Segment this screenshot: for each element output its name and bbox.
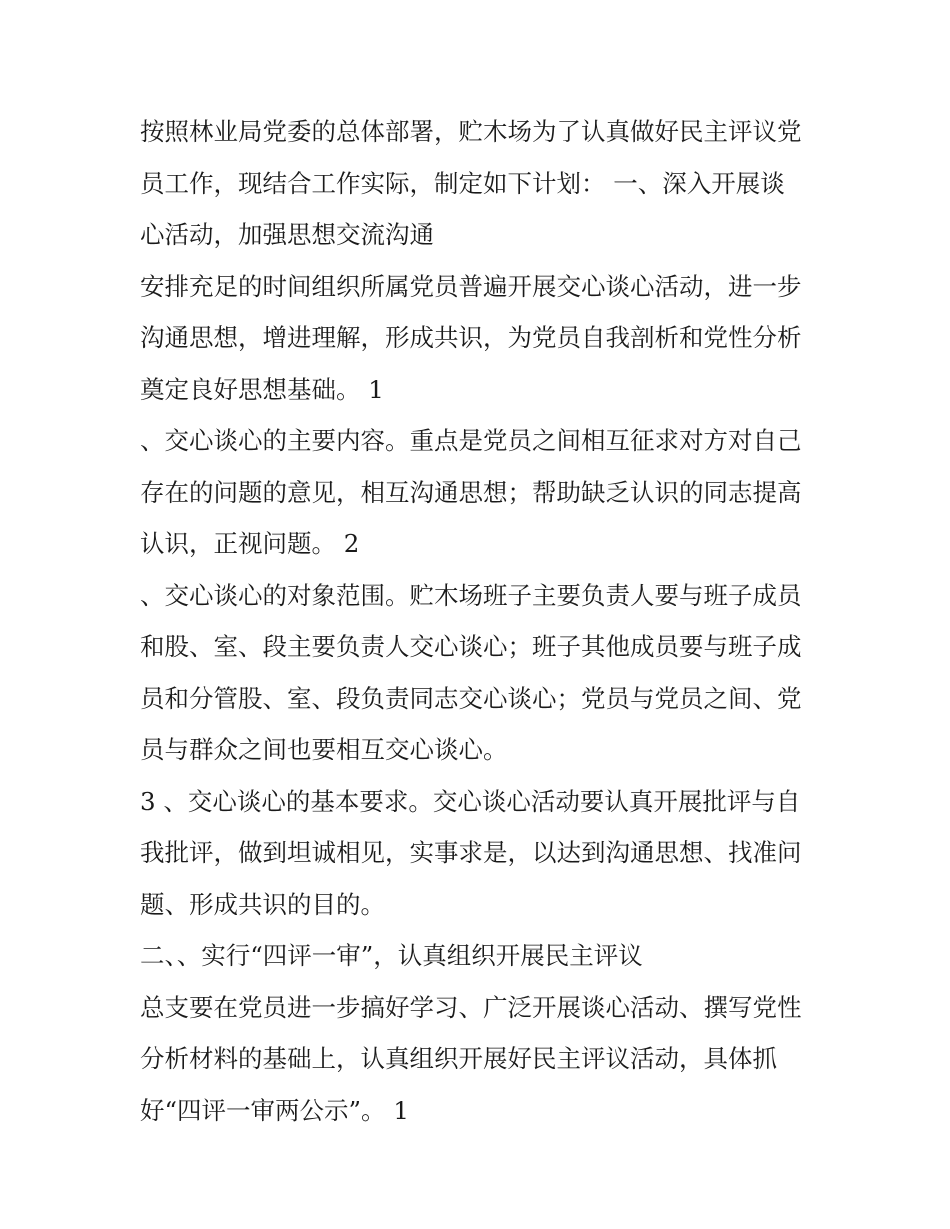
text-line: 沟通思想，增进理解，形成共识，为党员自我剖析和党性分析 bbox=[140, 323, 802, 352]
text-line: 安排充足的时间组织所属党员普遍开展交心谈心活动，进一步 bbox=[140, 271, 802, 301]
text-line: 和股、室、段主要负责人交心谈心；班子其他成员要与班子成 bbox=[140, 632, 802, 661]
text-line: 二、、实行“四评一审”，认真组织开展民主评议 bbox=[140, 941, 643, 970]
document-body bbox=[140, 106, 820, 1136]
text-line: 员与群众之间也要相互交心谈心。 bbox=[140, 735, 508, 764]
text-line: 员工作，现结合工作实际，制定如下计划： 一、深入开展谈 bbox=[140, 168, 785, 198]
text-line: 存在的问题的意见，相互沟通思想；帮助缺乏认识的同志提高 bbox=[140, 477, 802, 507]
text-line: 好“四评一审两公示”。 1 bbox=[140, 1095, 409, 1125]
text-line: 心活动，加强思想交流沟通 bbox=[140, 220, 434, 249]
text-line: 分析材料的基础上，认真组织开展好民主评议活动，具体抓 bbox=[140, 1044, 777, 1073]
text-line: 按照林业局党委的总体部署，贮木场为了认真做好民主评议党 bbox=[140, 117, 802, 146]
text-line: 认识，正视问题。 2 bbox=[140, 529, 360, 558]
text-line: 3 、交心谈心的基本要求。交心谈心活动要认真开展批评与自 bbox=[140, 786, 801, 816]
text-line: 、交心谈心的对象范围。贮木场班子主要负责人要与班子成员 bbox=[140, 580, 802, 610]
text-line: 奠定良好思想基础。 1 bbox=[140, 374, 384, 404]
text-line: 员和分管股、室、段负责同志交心谈心；党员与党员之间、党 bbox=[140, 683, 802, 713]
text-line: 我批评，做到坦诚相见，实事求是，以达到沟通思想、找准问 bbox=[140, 838, 802, 867]
text-line: 、交心谈心的主要内容。重点是党员之间相互征求对方对自己 bbox=[140, 426, 802, 455]
text-line: 总支要在党员进一步搞好学习、广泛开展谈心活动、撰写党性 bbox=[140, 992, 802, 1022]
text-line: 题、形成共识的目的。 bbox=[140, 889, 385, 919]
